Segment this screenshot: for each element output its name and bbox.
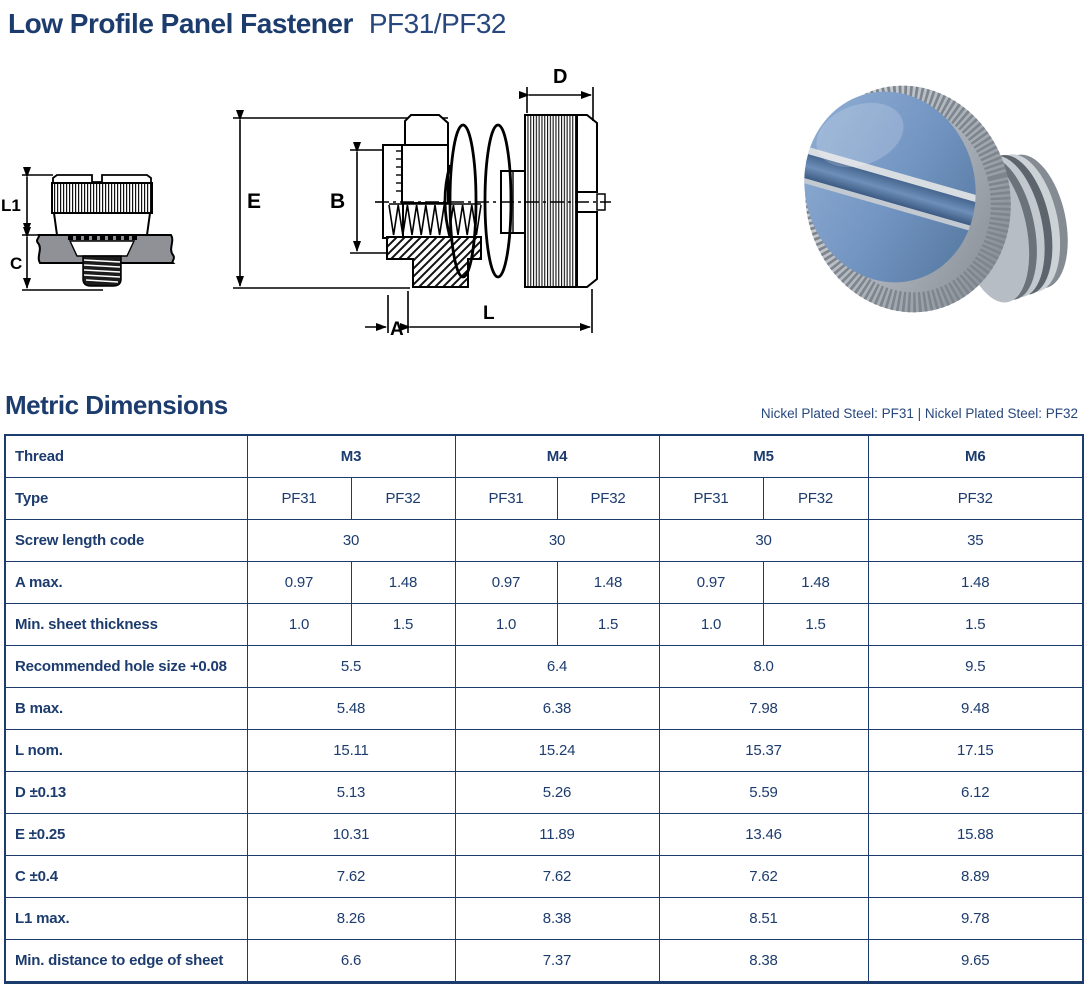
row-label: Min. sheet thickness: [5, 604, 247, 646]
value-cell: 5.13: [247, 772, 455, 814]
value-cell: 1.48: [557, 562, 659, 604]
value-cell: 7.62: [659, 856, 868, 898]
row-label: L nom.: [5, 730, 247, 772]
row-label: Min. distance to edge of sheet: [5, 940, 247, 983]
table-row: [5, 898, 1083, 940]
row-label: A max.: [5, 562, 247, 604]
table-row: [5, 646, 1083, 688]
dim-label-L: L: [483, 303, 495, 324]
table-row-type: [5, 478, 1083, 520]
value-cell: 35: [868, 520, 1083, 562]
value-cell: 1.5: [351, 604, 455, 646]
value-cell: 0.97: [659, 562, 763, 604]
table-row: [5, 856, 1083, 898]
value-cell: 1.5: [557, 604, 659, 646]
type-cell: PF32: [763, 478, 868, 520]
dim-label-E: E: [247, 190, 262, 213]
value-cell: 30: [659, 520, 868, 562]
row-label: Recommended hole size +0.08: [5, 646, 247, 688]
retainer-body: [402, 145, 448, 203]
dim-label-C: C: [10, 254, 23, 273]
value-cell: 9.5: [868, 646, 1083, 688]
serrations: [68, 236, 137, 240]
table-row: [5, 814, 1083, 856]
table-row-thread: [5, 435, 1083, 478]
type-cell: PF32: [351, 478, 455, 520]
value-cell: 8.89: [868, 856, 1083, 898]
thread-cell: M3: [247, 435, 455, 478]
table-row: [5, 772, 1083, 814]
value-cell: 0.97: [247, 562, 351, 604]
value-cell: 10.31: [247, 814, 455, 856]
value-cell: 15.88: [868, 814, 1083, 856]
value-cell: 9.48: [868, 688, 1083, 730]
thread-cell: M5: [659, 435, 868, 478]
value-cell: 6.6: [247, 940, 455, 983]
thread-cell: M6: [868, 435, 1083, 478]
table-row: [5, 940, 1083, 983]
row-label: D ±0.13: [5, 772, 247, 814]
table-row: [5, 562, 1083, 604]
installed-view-drawing: [0, 165, 215, 300]
dim-label-L1: L1: [1, 196, 21, 215]
row-label: B max.: [5, 688, 247, 730]
knob-rim-lower: [577, 212, 597, 287]
cross-section-drawing: [225, 65, 615, 350]
table-row: [5, 730, 1083, 772]
value-cell: 5.5: [247, 646, 455, 688]
value-cell: 5.59: [659, 772, 868, 814]
value-cell: 6.4: [455, 646, 659, 688]
value-cell: 1.5: [868, 604, 1083, 646]
value-cell: 7.98: [659, 688, 868, 730]
value-cell: 1.0: [247, 604, 351, 646]
dim-label-D: D: [553, 66, 568, 88]
value-cell: 15.37: [659, 730, 868, 772]
row-label: C ±0.4: [5, 856, 247, 898]
value-cell: 7.62: [455, 856, 659, 898]
retainer-cap: [405, 115, 448, 145]
fastener-body: [54, 213, 150, 235]
value-cell: 15.24: [455, 730, 659, 772]
value-cell: 1.0: [455, 604, 557, 646]
dim-label-B: B: [330, 190, 346, 213]
value-cell: 7.62: [247, 856, 455, 898]
value-cell: 5.26: [455, 772, 659, 814]
row-label: Thread: [5, 435, 247, 478]
value-cell: 15.11: [247, 730, 455, 772]
table-row: [5, 520, 1083, 562]
dim-label-A: A: [390, 319, 404, 340]
value-cell: 0.97: [455, 562, 557, 604]
value-cell: 1.48: [763, 562, 868, 604]
value-cell: 8.26: [247, 898, 455, 940]
knob-knurl: [525, 115, 577, 287]
product-model: PF31/PF32: [368, 8, 507, 39]
value-cell: 1.0: [659, 604, 763, 646]
value-cell: 6.38: [455, 688, 659, 730]
product-photo: [790, 75, 1075, 335]
value-cell: 17.15: [868, 730, 1083, 772]
value-cell: 9.65: [868, 940, 1083, 983]
threaded-stud: [83, 256, 121, 286]
row-label: E ±0.25: [5, 814, 247, 856]
material-note: Nickel Plated Steel: PF31 | Nickel Plated Steel: PF32: [760, 406, 1078, 421]
type-cell: PF32: [868, 478, 1083, 520]
page-title: Low Profile Panel Fastener: [8, 8, 353, 39]
value-cell: 1.48: [868, 562, 1083, 604]
section-heading: Metric Dimensions: [5, 390, 228, 420]
knurl-band: [52, 183, 152, 213]
value-cell: 13.46: [659, 814, 868, 856]
type-cell: PF31: [247, 478, 351, 520]
value-cell: 7.37: [455, 940, 659, 983]
row-label: Screw length code: [5, 520, 247, 562]
value-cell: 30: [247, 520, 455, 562]
table-row: [5, 604, 1083, 646]
knob-rim-upper: [577, 115, 597, 192]
type-cell: PF32: [557, 478, 659, 520]
value-cell: 11.89: [455, 814, 659, 856]
type-cell: PF31: [455, 478, 557, 520]
row-label: L1 max.: [5, 898, 247, 940]
type-cell: PF31: [659, 478, 763, 520]
value-cell: 1.5: [763, 604, 868, 646]
value-cell: 9.78: [868, 898, 1083, 940]
page-header: [8, 8, 506, 40]
value-cell: 8.38: [659, 940, 868, 983]
retainer-trapezoid: [70, 241, 134, 256]
hatched-section: [387, 237, 481, 287]
value-cell: 8.0: [659, 646, 868, 688]
value-cell: 5.48: [247, 688, 455, 730]
table-row: [5, 688, 1083, 730]
value-cell: 6.12: [868, 772, 1083, 814]
head-slot: [53, 175, 151, 183]
row-label: Type: [5, 478, 247, 520]
thread-cell: M4: [455, 435, 659, 478]
dimensions-table: [4, 434, 1084, 984]
value-cell: 8.51: [659, 898, 868, 940]
value-cell: 30: [455, 520, 659, 562]
value-cell: 8.38: [455, 898, 659, 940]
value-cell: 1.48: [351, 562, 455, 604]
